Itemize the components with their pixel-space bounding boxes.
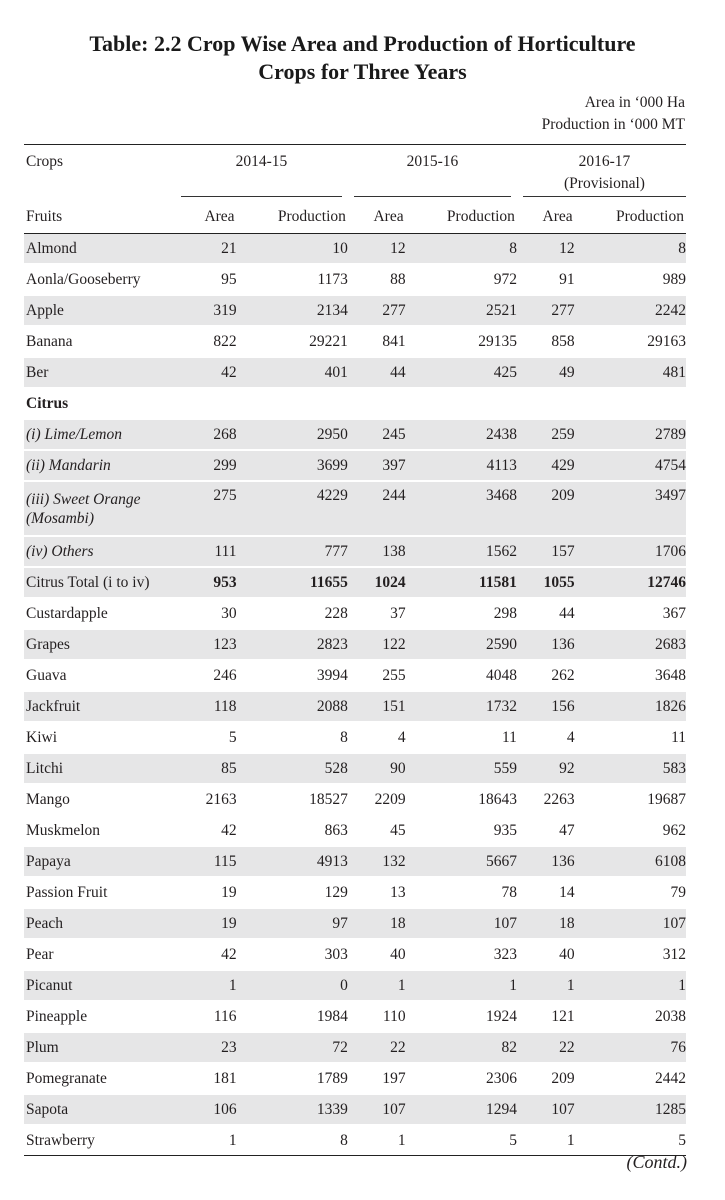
table-row bbox=[24, 419, 686, 450]
area-cell: 2163 bbox=[181, 784, 237, 815]
area-cell: 111 bbox=[181, 536, 237, 567]
production-cell: 3497 bbox=[575, 481, 686, 536]
table-row bbox=[24, 939, 686, 970]
production-cell: 401 bbox=[237, 357, 348, 388]
production-cell: 1984 bbox=[237, 1001, 348, 1032]
production-cell: 29221 bbox=[237, 326, 348, 357]
table-row bbox=[24, 908, 686, 939]
area-cell: 841 bbox=[348, 326, 406, 357]
area-cell: 19 bbox=[181, 877, 237, 908]
production-cell: 2683 bbox=[575, 629, 686, 660]
area-cell: 22 bbox=[517, 1032, 575, 1063]
production-cell: 76 bbox=[575, 1032, 686, 1063]
table-row bbox=[24, 598, 686, 629]
production-cell: 2590 bbox=[406, 629, 517, 660]
production-cell: 10 bbox=[237, 234, 348, 265]
crop-name: Strawberry bbox=[24, 1125, 181, 1156]
area-cell: 1 bbox=[348, 1125, 406, 1156]
production-cell: 1294 bbox=[406, 1094, 517, 1125]
area-cell: 277 bbox=[517, 295, 575, 326]
area-cell: 1055 bbox=[517, 567, 575, 598]
area-cell: 262 bbox=[517, 660, 575, 691]
table-row bbox=[24, 970, 686, 1001]
area-cell: 12 bbox=[517, 234, 575, 265]
area-cell: 1 bbox=[181, 1125, 237, 1156]
table-row bbox=[24, 753, 686, 784]
area-cell: 1 bbox=[181, 970, 237, 1001]
area-cell: 42 bbox=[181, 815, 237, 846]
production-cell: 989 bbox=[575, 264, 686, 295]
area-cell: 151 bbox=[348, 691, 406, 722]
area-cell: 47 bbox=[517, 815, 575, 846]
area-cell: 181 bbox=[181, 1063, 237, 1094]
production-cell: 72 bbox=[237, 1032, 348, 1063]
area-cell: 18 bbox=[348, 908, 406, 939]
area-cell: 118 bbox=[181, 691, 237, 722]
production-cell: 6108 bbox=[575, 846, 686, 877]
area-cell: 107 bbox=[517, 1094, 575, 1125]
crop-name: Apple bbox=[24, 295, 181, 326]
area-cell bbox=[181, 388, 237, 419]
contd-note: (Contd.) bbox=[626, 1152, 687, 1172]
production-cell: 1339 bbox=[237, 1094, 348, 1125]
area-cell: 138 bbox=[348, 536, 406, 567]
area-cell: 85 bbox=[181, 753, 237, 784]
production-cell: 82 bbox=[406, 1032, 517, 1063]
area-cell: 115 bbox=[181, 846, 237, 877]
production-cell: 2438 bbox=[406, 419, 517, 450]
production-cell: 11581 bbox=[406, 567, 517, 598]
production-header: Production bbox=[237, 201, 348, 234]
production-cell: 18643 bbox=[406, 784, 517, 815]
area-cell: 319 bbox=[181, 295, 237, 326]
table-row bbox=[24, 877, 686, 908]
title-line-1: Table: 2.2 Crop Wise Area and Production of Horticulture bbox=[89, 31, 636, 56]
crop-name: (iv) Others bbox=[24, 536, 181, 567]
area-cell: 136 bbox=[517, 846, 575, 877]
area-cell: 2209 bbox=[348, 784, 406, 815]
area-cell: 37 bbox=[348, 598, 406, 629]
area-cell: 2263 bbox=[517, 784, 575, 815]
crop-name: (i) Lime/Lemon bbox=[24, 419, 181, 450]
area-cell: 14 bbox=[517, 877, 575, 908]
area-header: Area bbox=[181, 201, 237, 234]
production-cell: 777 bbox=[237, 536, 348, 567]
area-cell: 23 bbox=[181, 1032, 237, 1063]
crop-name: Sapota bbox=[24, 1094, 181, 1125]
year-text: 2016-17 bbox=[578, 153, 631, 170]
production-cell: 107 bbox=[575, 908, 686, 939]
area-cell: 245 bbox=[348, 419, 406, 450]
production-cell: 2823 bbox=[237, 629, 348, 660]
area-cell: 1024 bbox=[348, 567, 406, 598]
table-title bbox=[0, 30, 725, 86]
production-cell: 3468 bbox=[406, 481, 517, 536]
area-cell: 429 bbox=[517, 450, 575, 481]
area-cell: 19 bbox=[181, 908, 237, 939]
production-cell: 129 bbox=[237, 877, 348, 908]
production-cell: 425 bbox=[406, 357, 517, 388]
crop-name: Banana bbox=[24, 326, 181, 357]
production-cell: 935 bbox=[406, 815, 517, 846]
production-cell: 2306 bbox=[406, 1063, 517, 1094]
area-cell: 90 bbox=[348, 753, 406, 784]
table-body bbox=[24, 234, 686, 1156]
crop-name: Papaya bbox=[24, 846, 181, 877]
area-cell: 121 bbox=[517, 1001, 575, 1032]
production-cell: 3994 bbox=[237, 660, 348, 691]
production-cell: 2038 bbox=[575, 1001, 686, 1032]
production-cell: 5667 bbox=[406, 846, 517, 877]
crop-name: Mango bbox=[24, 784, 181, 815]
area-cell: 156 bbox=[517, 691, 575, 722]
production-header: Production bbox=[406, 201, 517, 234]
area-cell: 858 bbox=[517, 326, 575, 357]
crop-table bbox=[24, 144, 686, 1156]
crop-name: Pomegranate bbox=[24, 1063, 181, 1094]
area-cell: 42 bbox=[181, 357, 237, 388]
crop-name: Peach bbox=[24, 908, 181, 939]
table-row bbox=[24, 815, 686, 846]
production-cell: 367 bbox=[575, 598, 686, 629]
area-header: Area bbox=[517, 201, 575, 234]
area-cell: 40 bbox=[348, 939, 406, 970]
production-cell bbox=[575, 388, 686, 419]
area-cell: 197 bbox=[348, 1063, 406, 1094]
crop-name: (iii) Sweet Orange (Mosambi) bbox=[24, 481, 181, 536]
production-cell: 1 bbox=[406, 970, 517, 1001]
provisional-note: (Provisional) bbox=[564, 175, 645, 192]
production-cell: 8 bbox=[406, 234, 517, 265]
area-unit: Area in ‘000 Ha bbox=[584, 94, 685, 111]
area-cell: 299 bbox=[181, 450, 237, 481]
table-row bbox=[24, 784, 686, 815]
production-cell: 863 bbox=[237, 815, 348, 846]
production-cell: 8 bbox=[575, 234, 686, 265]
production-cell: 1562 bbox=[406, 536, 517, 567]
production-cell: 4229 bbox=[237, 481, 348, 536]
production-cell: 528 bbox=[237, 753, 348, 784]
area-cell: 106 bbox=[181, 1094, 237, 1125]
area-header: Area bbox=[348, 201, 406, 234]
table-row bbox=[24, 1063, 686, 1094]
production-cell: 5 bbox=[406, 1125, 517, 1156]
area-cell: 209 bbox=[517, 481, 575, 536]
area-cell: 91 bbox=[517, 264, 575, 295]
production-cell: 1 bbox=[575, 970, 686, 1001]
area-cell: 42 bbox=[181, 939, 237, 970]
column-header-row bbox=[24, 201, 686, 234]
production-cell: 2134 bbox=[237, 295, 348, 326]
table-row bbox=[24, 691, 686, 722]
area-cell: 95 bbox=[181, 264, 237, 295]
title-line-2: Crops for Three Years bbox=[258, 59, 467, 84]
area-cell: 88 bbox=[348, 264, 406, 295]
table-row bbox=[24, 450, 686, 481]
crop-name: Kiwi bbox=[24, 722, 181, 753]
area-cell: 4 bbox=[348, 722, 406, 753]
production-cell: 29135 bbox=[406, 326, 517, 357]
crop-name: Guava bbox=[24, 660, 181, 691]
table-row bbox=[24, 326, 686, 357]
production-cell: 323 bbox=[406, 939, 517, 970]
production-cell: 78 bbox=[406, 877, 517, 908]
production-cell: 97 bbox=[237, 908, 348, 939]
table-row bbox=[24, 357, 686, 388]
production-cell: 2442 bbox=[575, 1063, 686, 1094]
table-row bbox=[24, 660, 686, 691]
production-cell: 2242 bbox=[575, 295, 686, 326]
production-cell: 4048 bbox=[406, 660, 517, 691]
area-cell bbox=[517, 388, 575, 419]
production-cell: 2088 bbox=[237, 691, 348, 722]
area-cell: 1 bbox=[517, 1125, 575, 1156]
area-cell: 44 bbox=[348, 357, 406, 388]
production-cell: 11 bbox=[406, 722, 517, 753]
table-row bbox=[24, 234, 686, 265]
area-cell: 21 bbox=[181, 234, 237, 265]
area-cell: 1 bbox=[348, 970, 406, 1001]
area-cell: 136 bbox=[517, 629, 575, 660]
production-cell: 2789 bbox=[575, 419, 686, 450]
area-cell: 259 bbox=[517, 419, 575, 450]
area-cell: 110 bbox=[348, 1001, 406, 1032]
production-header: Production bbox=[575, 201, 686, 234]
table-row bbox=[24, 1001, 686, 1032]
area-cell: 4 bbox=[517, 722, 575, 753]
production-cell: 8 bbox=[237, 722, 348, 753]
production-cell: 11655 bbox=[237, 567, 348, 598]
production-cell: 481 bbox=[575, 357, 686, 388]
crop-name: Citrus Total (i to iv) bbox=[24, 567, 181, 598]
units-note bbox=[542, 92, 685, 136]
area-cell: 123 bbox=[181, 629, 237, 660]
table-row bbox=[24, 1032, 686, 1063]
table-row bbox=[24, 629, 686, 660]
area-cell: 397 bbox=[348, 450, 406, 481]
production-cell: 3648 bbox=[575, 660, 686, 691]
production-cell: 4113 bbox=[406, 450, 517, 481]
area-cell: 268 bbox=[181, 419, 237, 450]
area-cell: 157 bbox=[517, 536, 575, 567]
area-cell: 209 bbox=[517, 1063, 575, 1094]
area-cell: 40 bbox=[517, 939, 575, 970]
crop-name: Citrus bbox=[24, 388, 181, 419]
production-cell: 972 bbox=[406, 264, 517, 295]
crop-name: Ber bbox=[24, 357, 181, 388]
fruits-header: Fruits bbox=[24, 201, 181, 234]
year-header-2016-17 bbox=[517, 145, 686, 202]
crop-name: Almond bbox=[24, 234, 181, 265]
area-cell: 277 bbox=[348, 295, 406, 326]
crop-name: Pear bbox=[24, 939, 181, 970]
area-cell: 275 bbox=[181, 481, 237, 536]
area-cell: 92 bbox=[517, 753, 575, 784]
area-cell: 822 bbox=[181, 326, 237, 357]
area-cell: 45 bbox=[348, 815, 406, 846]
crop-name: Litchi bbox=[24, 753, 181, 784]
production-cell: 11 bbox=[575, 722, 686, 753]
production-cell: 962 bbox=[575, 815, 686, 846]
area-cell: 116 bbox=[181, 1001, 237, 1032]
production-cell: 29163 bbox=[575, 326, 686, 357]
area-cell: 30 bbox=[181, 598, 237, 629]
table-row bbox=[24, 536, 686, 567]
area-cell: 132 bbox=[348, 846, 406, 877]
area-cell: 5 bbox=[181, 722, 237, 753]
crop-name: Passion Fruit bbox=[24, 877, 181, 908]
table-row bbox=[24, 567, 686, 598]
crop-name: Custardapple bbox=[24, 598, 181, 629]
production-cell: 4913 bbox=[237, 846, 348, 877]
table-row bbox=[24, 722, 686, 753]
year-header-row bbox=[24, 145, 686, 202]
production-cell: 303 bbox=[237, 939, 348, 970]
table-row bbox=[24, 295, 686, 326]
production-cell: 298 bbox=[406, 598, 517, 629]
production-cell: 5 bbox=[575, 1125, 686, 1156]
area-cell: 244 bbox=[348, 481, 406, 536]
table-row bbox=[24, 1125, 686, 1156]
production-cell: 2950 bbox=[237, 419, 348, 450]
production-cell: 3699 bbox=[237, 450, 348, 481]
area-cell: 246 bbox=[181, 660, 237, 691]
production-cell: 1732 bbox=[406, 691, 517, 722]
year-header-2014-15 bbox=[181, 145, 348, 202]
area-cell: 44 bbox=[517, 598, 575, 629]
year-label: 2014-15 bbox=[181, 151, 342, 197]
crop-name: Grapes bbox=[24, 629, 181, 660]
area-cell: 107 bbox=[348, 1094, 406, 1125]
table-row bbox=[24, 481, 686, 536]
area-cell: 13 bbox=[348, 877, 406, 908]
production-cell: 4754 bbox=[575, 450, 686, 481]
production-unit: Production in ‘000 MT bbox=[541, 116, 685, 133]
production-cell: 228 bbox=[237, 598, 348, 629]
production-cell: 1826 bbox=[575, 691, 686, 722]
crops-header: Crops bbox=[24, 145, 181, 202]
area-cell: 49 bbox=[517, 357, 575, 388]
area-cell: 22 bbox=[348, 1032, 406, 1063]
area-cell: 122 bbox=[348, 629, 406, 660]
production-cell: 18527 bbox=[237, 784, 348, 815]
crop-name: Muskmelon bbox=[24, 815, 181, 846]
crop-name: Plum bbox=[24, 1032, 181, 1063]
production-cell: 8 bbox=[237, 1125, 348, 1156]
production-cell: 1173 bbox=[237, 264, 348, 295]
area-cell: 18 bbox=[517, 908, 575, 939]
production-cell: 0 bbox=[237, 970, 348, 1001]
production-cell bbox=[237, 388, 348, 419]
crop-name: Aonla/Gooseberry bbox=[24, 264, 181, 295]
production-cell: 1285 bbox=[575, 1094, 686, 1125]
crop-name: Jackfruit bbox=[24, 691, 181, 722]
production-cell bbox=[406, 388, 517, 419]
production-cell: 19687 bbox=[575, 784, 686, 815]
area-cell: 953 bbox=[181, 567, 237, 598]
table-row bbox=[24, 388, 686, 419]
table-row bbox=[24, 846, 686, 877]
production-cell: 1706 bbox=[575, 536, 686, 567]
area-cell bbox=[348, 388, 406, 419]
area-cell: 1 bbox=[517, 970, 575, 1001]
area-cell: 255 bbox=[348, 660, 406, 691]
production-cell: 583 bbox=[575, 753, 686, 784]
production-cell: 559 bbox=[406, 753, 517, 784]
production-cell: 312 bbox=[575, 939, 686, 970]
production-cell: 1789 bbox=[237, 1063, 348, 1094]
production-cell: 1924 bbox=[406, 1001, 517, 1032]
table-row bbox=[24, 1094, 686, 1125]
year-label: 2015-16 bbox=[354, 151, 511, 197]
area-cell: 12 bbox=[348, 234, 406, 265]
crop-name: Picanut bbox=[24, 970, 181, 1001]
year-label bbox=[523, 151, 686, 197]
crop-name: Pineapple bbox=[24, 1001, 181, 1032]
table-row bbox=[24, 264, 686, 295]
production-cell: 107 bbox=[406, 908, 517, 939]
production-cell: 12746 bbox=[575, 567, 686, 598]
production-cell: 79 bbox=[575, 877, 686, 908]
production-cell: 2521 bbox=[406, 295, 517, 326]
crop-name: (ii) Mandarin bbox=[24, 450, 181, 481]
year-header-2015-16 bbox=[348, 145, 517, 202]
